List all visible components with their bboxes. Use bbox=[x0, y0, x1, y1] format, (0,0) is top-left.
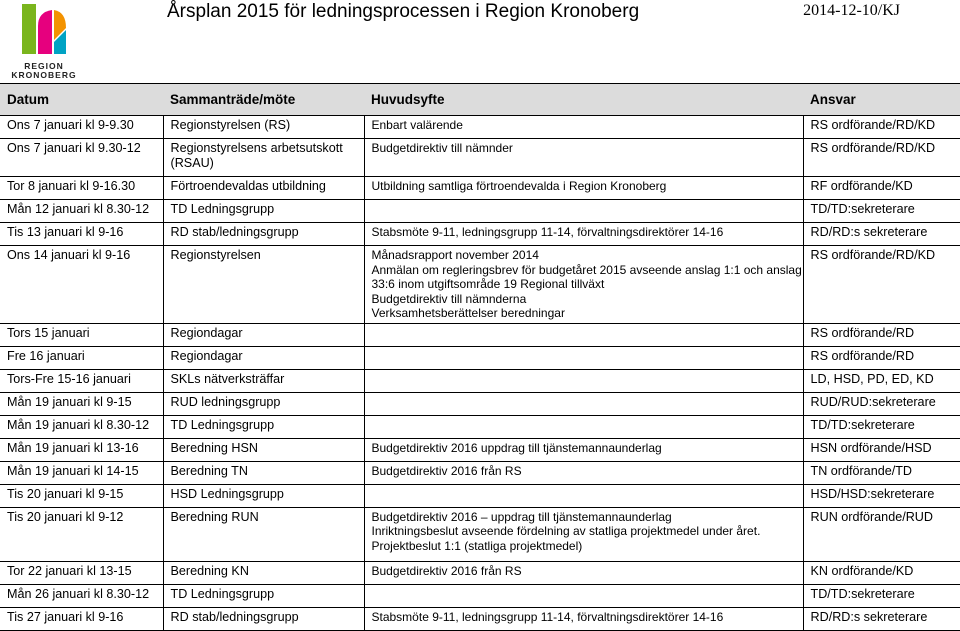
cell-purpose bbox=[364, 415, 803, 438]
cell-purpose bbox=[364, 323, 803, 346]
cell-meeting: Beredning HSN bbox=[163, 438, 364, 461]
cell-purpose bbox=[364, 369, 803, 392]
cell-date: Mån 19 januari kl 8.30-12 bbox=[0, 415, 163, 438]
cell-owner: KN ordförande/KD bbox=[803, 561, 960, 584]
cell-owner: RS ordförande/RD/KD bbox=[803, 116, 960, 139]
cell-date: Ons 7 januari kl 9.30-12 bbox=[0, 139, 163, 177]
table-row bbox=[0, 584, 960, 607]
cell-purpose: Månadsrapport november 2014 Anmälan om regleringsbrev för budgetåret 2015 avseende anslag 1:1 och anslag 33:6 inom utgiftsområde 19 Regional tillväxt Budgetdirektiv till nämnderna Verksamhetsberättelser beredningar bbox=[364, 246, 803, 324]
cell-date: Tis 20 januari kl 9-12 bbox=[0, 507, 163, 561]
cell-owner: RUN ordförande/RUD bbox=[803, 507, 960, 561]
cell-purpose: Stabsmöte 9-11, ledningsgrupp 11-14, förvaltningsdirektörer 14-16 bbox=[364, 607, 803, 630]
table-row bbox=[0, 346, 960, 369]
cell-owner: LD, HSD, PD, ED, KD bbox=[803, 369, 960, 392]
cell-date: Mån 19 januari kl 14-15 bbox=[0, 461, 163, 484]
cell-meeting: RD stab/ledningsgrupp bbox=[163, 607, 364, 630]
logo-wordmark bbox=[8, 62, 80, 80]
cell-date: Mån 12 januari kl 8.30-12 bbox=[0, 200, 163, 223]
table-row bbox=[0, 438, 960, 461]
cell-purpose bbox=[364, 484, 803, 507]
cell-meeting: TD Ledningsgrupp bbox=[163, 415, 364, 438]
cell-owner: RUD/RUD:sekreterare bbox=[803, 392, 960, 415]
cell-meeting: Beredning TN bbox=[163, 461, 364, 484]
cell-purpose: Budgetdirektiv 2016 – uppdrag till tjänstemannaunderlag Inriktningsbeslut avseende fördelning av statliga projektmedel under året. Projektbeslut 1:1 (statliga projektmedel) bbox=[364, 507, 803, 561]
document-title: Årsplan 2015 för ledningsprocessen i Region Kronoberg bbox=[167, 1, 640, 22]
cell-meeting: Förtroendevaldas utbildning bbox=[163, 177, 364, 200]
cell-meeting: RUD ledningsgrupp bbox=[163, 392, 364, 415]
cell-owner: RS ordförande/RD bbox=[803, 346, 960, 369]
table-row bbox=[0, 369, 960, 392]
cell-owner: RS ordförande/RD bbox=[803, 323, 960, 346]
cell-date: Mån 26 januari kl 8.30-12 bbox=[0, 584, 163, 607]
table-row bbox=[0, 177, 960, 200]
table-row bbox=[0, 415, 960, 438]
table-row bbox=[0, 246, 960, 324]
cell-date: Tors 15 januari bbox=[0, 323, 163, 346]
cell-date: Tis 20 januari kl 9-15 bbox=[0, 484, 163, 507]
column-header-date: Datum bbox=[0, 84, 163, 116]
table-row bbox=[0, 507, 960, 561]
cell-purpose: Budgetdirektiv 2016 från RS bbox=[364, 461, 803, 484]
logo-line-kronoberg: KRONOBERG bbox=[11, 70, 77, 80]
table-row bbox=[0, 116, 960, 139]
cell-purpose: Enbart valärende bbox=[364, 116, 803, 139]
cell-meeting: Regionstyrelsens arbetsutskott (RSAU) bbox=[163, 139, 364, 177]
cell-owner: RD/RD:s sekreterare bbox=[803, 223, 960, 246]
table-row bbox=[0, 139, 960, 177]
logo-line-region: REGION bbox=[24, 61, 64, 71]
cell-owner: RS ordförande/RD/KD bbox=[803, 139, 960, 177]
schedule-table-header bbox=[0, 84, 960, 116]
cell-purpose bbox=[364, 584, 803, 607]
cell-date: Tors-Fre 15-16 januari bbox=[0, 369, 163, 392]
table-row bbox=[0, 561, 960, 584]
schedule-table-body bbox=[0, 116, 960, 631]
cell-meeting: SKLs nätverksträffar bbox=[163, 369, 364, 392]
cell-date: Mån 19 januari kl 9-15 bbox=[0, 392, 163, 415]
cell-meeting: Beredning RUN bbox=[163, 507, 364, 561]
cell-meeting: Regionstyrelsen (RS) bbox=[163, 116, 364, 139]
cell-owner: TD/TD:sekreterare bbox=[803, 584, 960, 607]
cell-meeting: Regiondagar bbox=[163, 346, 364, 369]
schedule-table bbox=[0, 83, 960, 631]
column-header-purpose: Huvudsyfte bbox=[364, 84, 803, 116]
cell-meeting: RD stab/ledningsgrupp bbox=[163, 223, 364, 246]
cell-date: Tor 8 januari kl 9-16.30 bbox=[0, 177, 163, 200]
cell-date: Mån 19 januari kl 13-16 bbox=[0, 438, 163, 461]
cell-date: Ons 7 januari kl 9-9.30 bbox=[0, 116, 163, 139]
cell-owner: TN ordförande/TD bbox=[803, 461, 960, 484]
cell-purpose: Budgetdirektiv till nämnder bbox=[364, 139, 803, 177]
table-row bbox=[0, 484, 960, 507]
cell-meeting: Regiondagar bbox=[163, 323, 364, 346]
table-row bbox=[0, 461, 960, 484]
cell-meeting: TD Ledningsgrupp bbox=[163, 584, 364, 607]
cell-purpose: Utbildning samtliga förtroendevalda i Region Kronoberg bbox=[364, 177, 803, 200]
cell-owner: TD/TD:sekreterare bbox=[803, 200, 960, 223]
cell-owner: HSD/HSD:sekreterare bbox=[803, 484, 960, 507]
cell-owner: RF ordförande/KD bbox=[803, 177, 960, 200]
cell-date: Ons 14 januari kl 9-16 bbox=[0, 246, 163, 324]
table-row bbox=[0, 200, 960, 223]
cell-purpose bbox=[364, 346, 803, 369]
cell-date: Fre 16 januari bbox=[0, 346, 163, 369]
cell-meeting: Beredning KN bbox=[163, 561, 364, 584]
cell-purpose: Stabsmöte 9-11, ledningsgrupp 11-14, förvaltningsdirektörer 14-16 bbox=[364, 223, 803, 246]
cell-owner: HSN ordförande/HSD bbox=[803, 438, 960, 461]
cell-purpose bbox=[364, 392, 803, 415]
header-row bbox=[0, 84, 960, 116]
table-row bbox=[0, 223, 960, 246]
document-reference: 2014-12-10/KJ bbox=[803, 2, 900, 19]
cell-purpose bbox=[364, 200, 803, 223]
logo-mark-icon bbox=[8, 2, 80, 62]
cell-meeting: Regionstyrelsen bbox=[163, 246, 364, 324]
cell-date: Tis 27 januari kl 9-16 bbox=[0, 607, 163, 630]
cell-date: Tis 13 januari kl 9-16 bbox=[0, 223, 163, 246]
table-row bbox=[0, 607, 960, 630]
cell-date: Tor 22 januari kl 13-15 bbox=[0, 561, 163, 584]
cell-purpose: Budgetdirektiv 2016 från RS bbox=[364, 561, 803, 584]
column-header-owner: Ansvar bbox=[803, 84, 960, 116]
cell-purpose: Budgetdirektiv 2016 uppdrag till tjänstemannaunderlag bbox=[364, 438, 803, 461]
cell-meeting: TD Ledningsgrupp bbox=[163, 200, 364, 223]
column-header-meeting: Sammanträde/möte bbox=[163, 84, 364, 116]
cell-owner: TD/TD:sekreterare bbox=[803, 415, 960, 438]
table-row bbox=[0, 392, 960, 415]
cell-meeting: HSD Ledningsgrupp bbox=[163, 484, 364, 507]
table-row bbox=[0, 323, 960, 346]
cell-owner: RD/RD:s sekreterare bbox=[803, 607, 960, 630]
cell-owner: RS ordförande/RD/KD bbox=[803, 246, 960, 324]
document-header bbox=[0, 0, 960, 83]
